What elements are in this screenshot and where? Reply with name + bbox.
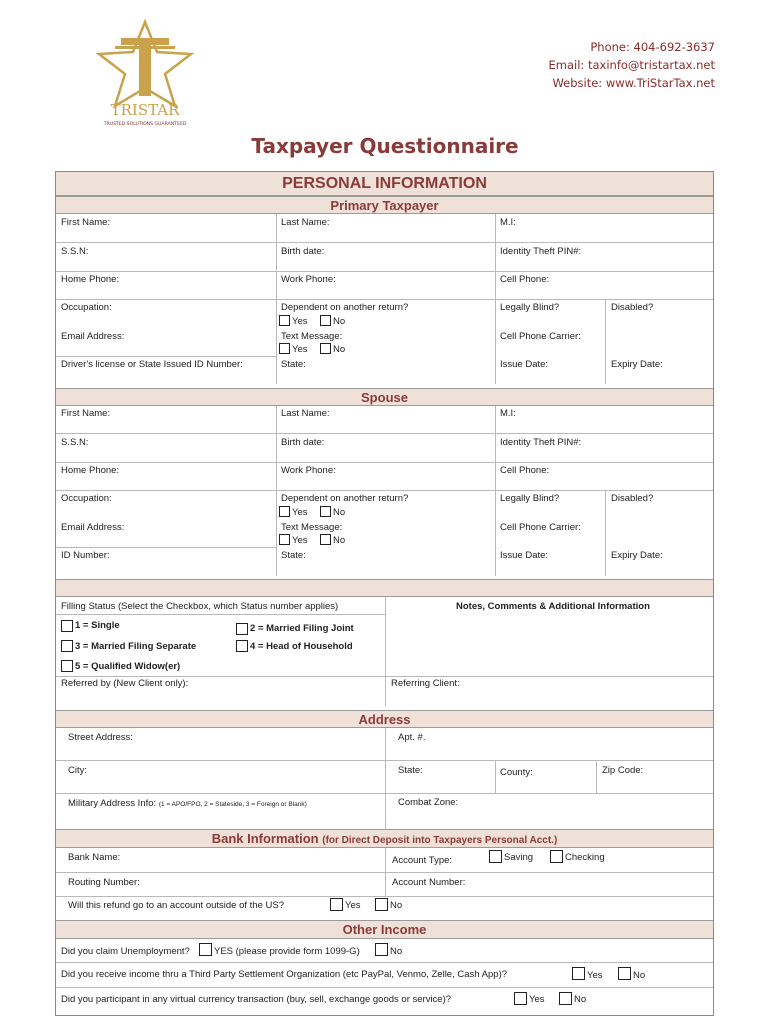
primary-occupation-label: Occupation: — [61, 302, 112, 313]
account-type-label: Account Type: — [392, 855, 453, 866]
spouse-home-phone-label: Home Phone: — [61, 465, 120, 476]
third-party-yes-label: Yes — [587, 970, 603, 981]
spouse-text-message-label: Text Message: — [281, 522, 343, 533]
primary-state-label: State: — [281, 359, 306, 370]
spouse-state-label: State: — [281, 550, 306, 561]
filing-instruction: Filling Status (Select the Checkbox, which Status number applies) — [61, 601, 339, 612]
spouse-blind-label: Legally Blind? — [500, 493, 560, 504]
street-address-label: Street Address: — [68, 732, 133, 743]
primary-text-message-label: Text Message: — [281, 331, 343, 342]
checking-checkbox[interactable] — [550, 850, 563, 863]
filing-head-household-label: 4 = Head of Household — [250, 641, 353, 652]
primary-issue-date-label: Issue Date: — [500, 359, 549, 370]
spouse-cell-phone-label: Cell Phone: — [500, 465, 550, 476]
county-label: County: — [500, 767, 533, 778]
spouse-dependent-no-checkbox[interactable] — [320, 506, 331, 517]
spouse-text-no-checkbox[interactable] — [320, 534, 331, 545]
section-address: Address — [56, 710, 713, 728]
third-party-no-label: No — [633, 970, 646, 981]
referred-by-label: Referred by (New Client only): — [61, 678, 189, 689]
primary-last-name-label: Last Name: — [281, 217, 330, 228]
primary-dependent-no-checkbox[interactable] — [320, 315, 331, 326]
filing-joint-label: 2 = Married Filing Joint — [250, 623, 354, 634]
primary-ssn-label: S.S.N: — [61, 246, 89, 257]
tristar-logo — [95, 18, 205, 130]
spouse-text-no-label: No — [333, 535, 346, 546]
filing-single-checkbox[interactable] — [61, 620, 73, 632]
virtual-currency-yes-checkbox[interactable] — [514, 992, 527, 1005]
section-filling-status — [56, 579, 713, 597]
filing-separate-label: 3 = Married Filing Separate — [75, 641, 197, 652]
primary-dependent-yes-checkbox[interactable] — [279, 315, 290, 326]
primary-cell-phone-label: Cell Phone: — [500, 274, 550, 285]
spouse-mi-label: M.I: — [500, 408, 516, 419]
outside-us-yes-checkbox[interactable] — [330, 898, 343, 911]
primary-text-yes-checkbox[interactable] — [279, 343, 290, 354]
spouse-text-yes-checkbox[interactable] — [279, 534, 290, 545]
referring-client-label: Referring Client: — [391, 678, 460, 689]
spouse-last-name-label: Last Name: — [281, 408, 330, 419]
spouse-expiry-date-label: Expiry Date: — [611, 550, 663, 561]
primary-email-label: Email Address: — [61, 331, 125, 342]
questionnaire-form — [55, 171, 714, 1016]
account-number-label: Account Number: — [392, 877, 466, 888]
bank-subtitle: (for Direct Deposit into Taxpayers Personal Acct.) — [322, 835, 558, 846]
apt-label: Apt. #. — [398, 732, 426, 743]
primary-blind-label: Legally Blind? — [500, 302, 560, 313]
contact-info — [549, 38, 715, 92]
spouse-first-name-label: First Name: — [61, 408, 111, 419]
third-party-question: Did you receive income thru a Third Party Settlement Organization (etc PayPal, Venmo, Zelle, Cash App)? — [61, 969, 508, 980]
saving-checkbox[interactable] — [489, 850, 502, 863]
third-party-no-checkbox[interactable] — [618, 967, 631, 980]
filing-head-household-checkbox[interactable] — [236, 640, 248, 652]
filing-widow-label: 5 = Qualified Widow(er) — [75, 661, 181, 672]
city-label: City: — [68, 765, 87, 776]
section-bank-information: Bank Information (for Direct Deposit into Taxpayers Personal Acct.) — [56, 829, 713, 848]
spouse-issue-date-label: Issue Date: — [500, 550, 549, 561]
primary-dependent-no-label: No — [333, 316, 346, 327]
outside-us-yes-label: Yes — [345, 900, 361, 911]
filing-joint-checkbox[interactable] — [236, 623, 248, 635]
unemployment-yes-checkbox[interactable] — [199, 943, 212, 956]
unemployment-no-checkbox[interactable] — [375, 943, 388, 956]
primary-dependent-label: Dependent on another return? — [281, 302, 409, 313]
combat-zone-label: Combat Zone: — [398, 797, 459, 808]
section-primary-taxpayer: Primary Taxpayer — [56, 196, 713, 214]
spouse-pin-label: Identity Theft PIN#: — [500, 437, 582, 448]
spouse-dependent-yes-checkbox[interactable] — [279, 506, 290, 517]
primary-dependent-yes-label: Yes — [292, 316, 308, 327]
outside-us-question: Will this refund go to an account outside of the US? — [68, 900, 284, 911]
outside-us-no-label: No — [390, 900, 403, 911]
filing-widow-checkbox[interactable] — [61, 660, 73, 672]
svg-text:TRISTAR: TRISTAR — [110, 101, 180, 119]
spouse-dependent-yes-label: Yes — [292, 507, 308, 518]
unemployment-no-label: No — [390, 946, 403, 957]
spouse-disabled-label: Disabled? — [611, 493, 654, 504]
spouse-ssn-label: S.S.N: — [61, 437, 89, 448]
bank-name-label: Bank Name: — [68, 852, 121, 863]
spouse-work-phone-label: Work Phone: — [281, 465, 336, 476]
notes-heading: Notes, Comments & Additional Information — [456, 601, 650, 612]
primary-first-name-label: First Name: — [61, 217, 111, 228]
section-personal-information: PERSONAL INFORMATION — [56, 172, 713, 196]
section-other-income: Other Income — [56, 920, 713, 939]
page-title: Taxpayer Questionnaire — [251, 134, 519, 158]
primary-home-phone-label: Home Phone: — [61, 274, 120, 285]
spouse-dependent-label: Dependent on another return? — [281, 493, 409, 504]
virtual-currency-question: Did you participant in any virtual currency transaction (buy, sell, exchange goods or service)? — [61, 994, 452, 1005]
primary-text-yes-label: Yes — [292, 344, 308, 355]
primary-birth-date-label: Birth date: — [281, 246, 325, 257]
primary-text-no-label: No — [333, 344, 346, 355]
filing-single-label: 1 = Single — [75, 620, 120, 631]
primary-expiry-date-label: Expiry Date: — [611, 359, 663, 370]
address-state-label: State: — [398, 765, 423, 776]
military-address-note: (1 = APO/FPO, 2 = Stateside, 3 = Foreign or Blank) — [158, 801, 307, 808]
zip-code-label: Zip Code: — [602, 765, 644, 776]
primary-text-no-checkbox[interactable] — [320, 343, 331, 354]
spouse-carrier-label: Cell Phone Carrier: — [500, 522, 581, 533]
checking-label: Checking — [565, 852, 605, 863]
primary-work-phone-label: Work Phone: — [281, 274, 336, 285]
primary-carrier-label: Cell Phone Carrier: — [500, 331, 581, 342]
spouse-text-yes-label: Yes — [292, 535, 308, 546]
military-address-label: Military Address Info: (1 = APO/FPO, 2 = Stateside, 3 = Foreign or Blank) — [68, 798, 307, 809]
contact-website[interactable]: Website: www.TriStarTax.net — [552, 76, 715, 90]
spouse-email-label: Email Address: — [61, 522, 125, 533]
contact-email[interactable]: Email: taxinfo@tristartax.net — [548, 58, 715, 72]
primary-license-label: Driver's license or State Issued ID Number: — [61, 359, 243, 370]
virtual-currency-no-label: No — [574, 994, 587, 1005]
primary-mi-label: M.I: — [500, 217, 516, 228]
primary-pin-label: Identity Theft PIN#: — [500, 246, 582, 257]
spouse-occupation-label: Occupation: — [61, 493, 112, 504]
spouse-birth-date-label: Birth date: — [281, 437, 325, 448]
spouse-dependent-no-label: No — [333, 507, 346, 518]
saving-label: Saving — [504, 852, 534, 863]
unemployment-question: Did you claim Unemployment? — [61, 946, 190, 957]
section-spouse: Spouse — [56, 388, 713, 406]
third-party-yes-checkbox[interactable] — [572, 967, 585, 980]
routing-number-label: Routing Number: — [68, 877, 140, 888]
outside-us-no-checkbox[interactable] — [375, 898, 388, 911]
svg-text:TRUSTED SOLUTIONS GUARANTEED: TRUSTED SOLUTIONS GUARANTEED — [103, 122, 187, 127]
virtual-currency-yes-label: Yes — [529, 994, 545, 1005]
primary-disabled-label: Disabled? — [611, 302, 654, 313]
spouse-id-number-label: ID Number: — [61, 550, 110, 561]
contact-phone: Phone: 404-692-3637 — [590, 40, 715, 54]
unemployment-yes-label: YES (please provide form 1099-G) — [214, 946, 360, 957]
filing-separate-checkbox[interactable] — [61, 640, 73, 652]
virtual-currency-no-checkbox[interactable] — [559, 992, 572, 1005]
